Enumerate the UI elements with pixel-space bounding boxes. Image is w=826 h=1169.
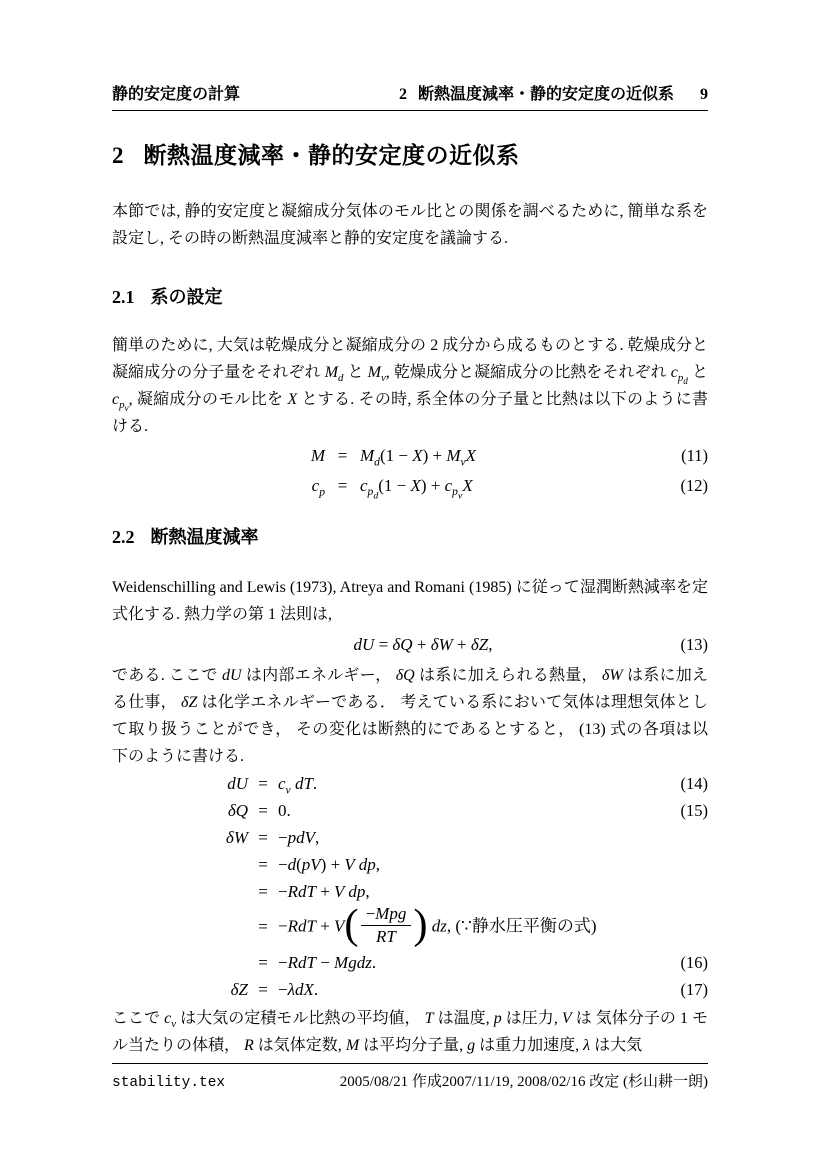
math-token: d xyxy=(374,455,380,469)
equation-row xyxy=(112,441,708,471)
math-token: v xyxy=(380,372,386,385)
header-left-title: 静的安定度の計算 xyxy=(112,86,241,103)
paragraph-adiabat-intro: Weidenschilling and Lewis (1973), Atreya and Romani (1985) に従って湿潤断熱減率を定式化する. 熱力学の第 1 法則は, xyxy=(112,579,708,623)
equation-rhs xyxy=(360,446,708,469)
math-token: dU xyxy=(227,773,248,793)
math-token: Mpg xyxy=(375,903,407,923)
equation-rhs xyxy=(360,475,708,502)
math-token: ) + xyxy=(422,446,447,465)
header-section-title: 断熱温度減率・静的安定度の近似系 xyxy=(417,86,674,103)
math-token: − xyxy=(278,881,288,901)
math-token: c xyxy=(164,1010,172,1027)
math-token: δZ xyxy=(470,635,489,654)
equation-row xyxy=(112,976,708,1003)
math-token: . xyxy=(312,773,318,793)
math-token: ) + xyxy=(320,854,345,874)
math-token: は化学エネルギーである． 考えている系において気体は理想気体として取り扱うことができ， その変化は断熱的にであるとすると， (13) 式の各項は以下のように書ける. xyxy=(112,694,708,765)
math-token: + xyxy=(315,915,335,935)
math-token: V dp xyxy=(344,854,376,874)
math-token: 0. xyxy=(278,800,291,820)
section-title: 断熱温度減率・静的安定度の近似系 xyxy=(143,142,520,168)
math-token: δW xyxy=(430,635,453,654)
equation-rhs xyxy=(278,953,708,973)
math-token: と xyxy=(687,364,708,381)
math-token: X xyxy=(410,475,421,495)
math-token: dU xyxy=(353,635,375,654)
equals-sign: = xyxy=(258,952,268,972)
equation-row xyxy=(112,878,708,905)
math-token: . xyxy=(313,979,319,999)
math-token: p xyxy=(319,485,325,499)
header-section-ref xyxy=(399,86,708,103)
math-token: X xyxy=(287,391,298,408)
math-token: X xyxy=(462,475,473,495)
equation-lhs xyxy=(112,828,248,848)
math-token: c xyxy=(311,476,320,495)
math-token: δQ xyxy=(227,800,248,820)
subsection-number: 2.2 xyxy=(112,527,135,547)
math-token: δQ xyxy=(392,635,413,654)
equation-number: (17) xyxy=(680,979,708,999)
equation-row xyxy=(112,851,708,878)
math-token: と xyxy=(343,364,368,381)
math-token: , xyxy=(365,881,370,901)
equation-number: (12) xyxy=(680,476,708,495)
math-token: M xyxy=(345,1037,360,1054)
math-token: − xyxy=(315,952,335,972)
math-token: = xyxy=(374,635,393,654)
math-token: は系に加えられる熱量， xyxy=(414,667,602,684)
math-token: δZ xyxy=(230,979,248,999)
math-token: dT xyxy=(290,773,313,793)
equation-rhs xyxy=(278,855,708,875)
equation-lhs xyxy=(112,980,248,1000)
math-token: λ xyxy=(583,1037,591,1054)
math-token: M xyxy=(367,364,381,381)
math-token: , 乾燥成分と凝縮成分の比熱をそれぞれ xyxy=(385,364,671,381)
math-token: は気体定数, xyxy=(253,1037,346,1054)
math-token: δZ xyxy=(181,694,198,711)
math-token: c xyxy=(670,364,678,381)
math-token: は平均分子量, xyxy=(359,1037,468,1054)
math-token: c xyxy=(444,475,453,495)
math-token: ( xyxy=(296,854,302,874)
math-token: RdT xyxy=(287,952,316,972)
math-token: M xyxy=(324,364,339,381)
math-token: c xyxy=(112,391,120,408)
math-token: とする. その時, 系全体の分子量と比熱は以下のように書ける. xyxy=(112,391,708,435)
math-token: + xyxy=(315,881,335,901)
math-token: ) xyxy=(413,900,428,948)
math-token: は内部エネルギー， xyxy=(241,667,396,684)
math-token: は 気体分子の 1 モル当たりの体積， xyxy=(112,1010,708,1054)
math-token: δQ xyxy=(395,667,415,684)
subsection-title: 系の設定 xyxy=(150,287,223,307)
math-token: は系に加える仕事， xyxy=(112,667,708,711)
math-token: c xyxy=(278,773,286,793)
section-heading xyxy=(112,140,708,171)
math-token: d xyxy=(338,372,344,385)
math-token: pv xyxy=(119,399,129,414)
math-token: RT xyxy=(376,926,396,946)
equation-lhs xyxy=(112,476,325,499)
equals-sign: = xyxy=(258,827,268,847)
equation-lhs xyxy=(112,801,248,821)
math-token: , xyxy=(488,635,493,654)
footer-filename: stability.tex xyxy=(112,1075,226,1091)
section-number: 2 xyxy=(112,143,124,168)
math-token: , 凝縮成分のモル比を xyxy=(128,391,288,408)
math-token: − xyxy=(278,952,288,972)
equation-row xyxy=(112,949,708,976)
math-token: dz xyxy=(427,915,447,935)
header-section-number: 2 xyxy=(398,86,407,103)
math-token: は温度, xyxy=(433,1010,494,1027)
math-token: pdV xyxy=(287,827,315,847)
math-token: − xyxy=(278,979,288,999)
equals-sign: = xyxy=(258,773,268,793)
equation-13 xyxy=(112,630,708,660)
math-token: ここで xyxy=(112,1010,165,1027)
subsection-number: 2.1 xyxy=(112,287,135,307)
math-token: V xyxy=(334,915,345,935)
math-token: X xyxy=(412,446,423,465)
equals-sign: = xyxy=(258,800,268,820)
math-token: (1 − xyxy=(378,475,411,495)
math-token: M xyxy=(310,446,325,465)
equation-number: (14) xyxy=(680,773,708,793)
math-token: , (∵静水圧平衡の式) xyxy=(446,915,597,935)
math-token: RdT xyxy=(287,881,316,901)
math-token: v xyxy=(285,782,291,796)
paragraph-symbol-definitions xyxy=(112,1005,708,1059)
math-token: . xyxy=(371,952,377,972)
math-token: RdT xyxy=(287,915,316,935)
math-token: d xyxy=(287,854,297,874)
math-token: (1 − xyxy=(379,446,413,465)
equals-sign: = xyxy=(258,917,268,936)
math-token: , xyxy=(314,827,320,847)
equation-rhs xyxy=(278,801,708,821)
math-token: , xyxy=(375,854,380,874)
subsection-heading-21 xyxy=(112,286,708,308)
subsection-heading-22 xyxy=(112,526,708,548)
math-token: dU xyxy=(222,667,242,684)
math-token: − xyxy=(278,827,288,847)
equation-rhs xyxy=(278,882,708,902)
math-token: − xyxy=(365,903,376,923)
math-token: V xyxy=(561,1010,572,1027)
equation-lhs xyxy=(112,774,248,794)
math-token xyxy=(361,904,412,947)
equation-number: (13) xyxy=(680,635,708,654)
equation-row xyxy=(112,900,708,949)
running-header xyxy=(112,86,708,111)
math-token: + xyxy=(412,635,431,654)
math-token: M xyxy=(360,446,375,465)
math-token: p xyxy=(493,1010,502,1027)
header-page-number: 9 xyxy=(700,86,708,103)
equation-block-11-12 xyxy=(112,441,708,501)
math-token: − xyxy=(278,915,288,935)
math-token: ( xyxy=(344,900,359,948)
math-token: M xyxy=(446,446,461,465)
equals-sign: = xyxy=(258,881,268,901)
equation-rhs xyxy=(278,900,708,949)
equals-sign: = xyxy=(258,854,268,874)
math-token: は大気の定積モル比熱の平均値， xyxy=(176,1010,425,1027)
math-token: である. ここで xyxy=(112,667,223,684)
math-token: 簡単のために, 大気は乾燥成分と凝縮成分の 2 成分から成るものとする. 乾燥成分と凝縮成分の分子量をそれぞれ xyxy=(112,337,708,381)
paragraph-system-setup xyxy=(112,332,708,440)
equals-sign: = xyxy=(258,979,268,999)
equation-row xyxy=(112,770,708,797)
equation-number: (16) xyxy=(680,952,708,972)
equation-13-body xyxy=(354,635,493,655)
math-token: X xyxy=(465,446,477,465)
math-token: − xyxy=(278,854,288,874)
math-token: δW xyxy=(225,827,248,847)
math-token: g xyxy=(467,1037,476,1054)
math-token: は重力加速度, xyxy=(475,1037,584,1054)
math-token: pV xyxy=(301,854,321,874)
equation-block-14-17 xyxy=(112,770,708,1003)
equals-sign: = xyxy=(337,476,348,495)
paragraph-intro: 本節では, 静的安定度と凝縮成分気体のモル比との関係を調べるために, 簡単な系を設定し, その時の断熱温度減率と静的安定度を議論する. xyxy=(112,203,708,247)
equation-number: (11) xyxy=(681,446,708,465)
math-token: V dp xyxy=(334,881,366,901)
equation-row xyxy=(112,797,708,824)
equals-sign: = xyxy=(337,446,348,465)
footer-revision: 2005/08/21 作成2007/11/19, 2008/02/16 改定 (杉山耕一朗) xyxy=(339,1074,708,1090)
equation-rhs xyxy=(278,774,708,794)
math-token: v xyxy=(460,455,466,469)
math-token: R xyxy=(244,1037,254,1054)
math-token: pd xyxy=(367,485,379,502)
math-token: は圧力, xyxy=(501,1010,562,1027)
equation-row xyxy=(112,471,708,501)
equation-row xyxy=(112,824,708,851)
subsection-title: 断熱温度減率 xyxy=(150,527,259,547)
page-footer xyxy=(112,1063,708,1091)
math-token: Mgdz xyxy=(334,952,372,972)
math-token: は大気 xyxy=(590,1037,643,1054)
paragraph-firstlaw-terms xyxy=(112,662,708,770)
math-token: ) + xyxy=(420,475,445,495)
math-token: c xyxy=(360,475,368,495)
math-token: v xyxy=(171,1018,177,1031)
math-token: + xyxy=(452,635,471,654)
equation-lhs xyxy=(112,446,325,466)
math-token: δW xyxy=(601,667,623,684)
math-token: T xyxy=(424,1010,434,1027)
math-token: pd xyxy=(677,372,688,387)
math-token: pv xyxy=(452,485,463,502)
math-token: λdX xyxy=(287,979,314,999)
equation-rhs xyxy=(278,980,708,1000)
equation-rhs xyxy=(278,828,708,848)
equation-number: (15) xyxy=(680,800,708,820)
